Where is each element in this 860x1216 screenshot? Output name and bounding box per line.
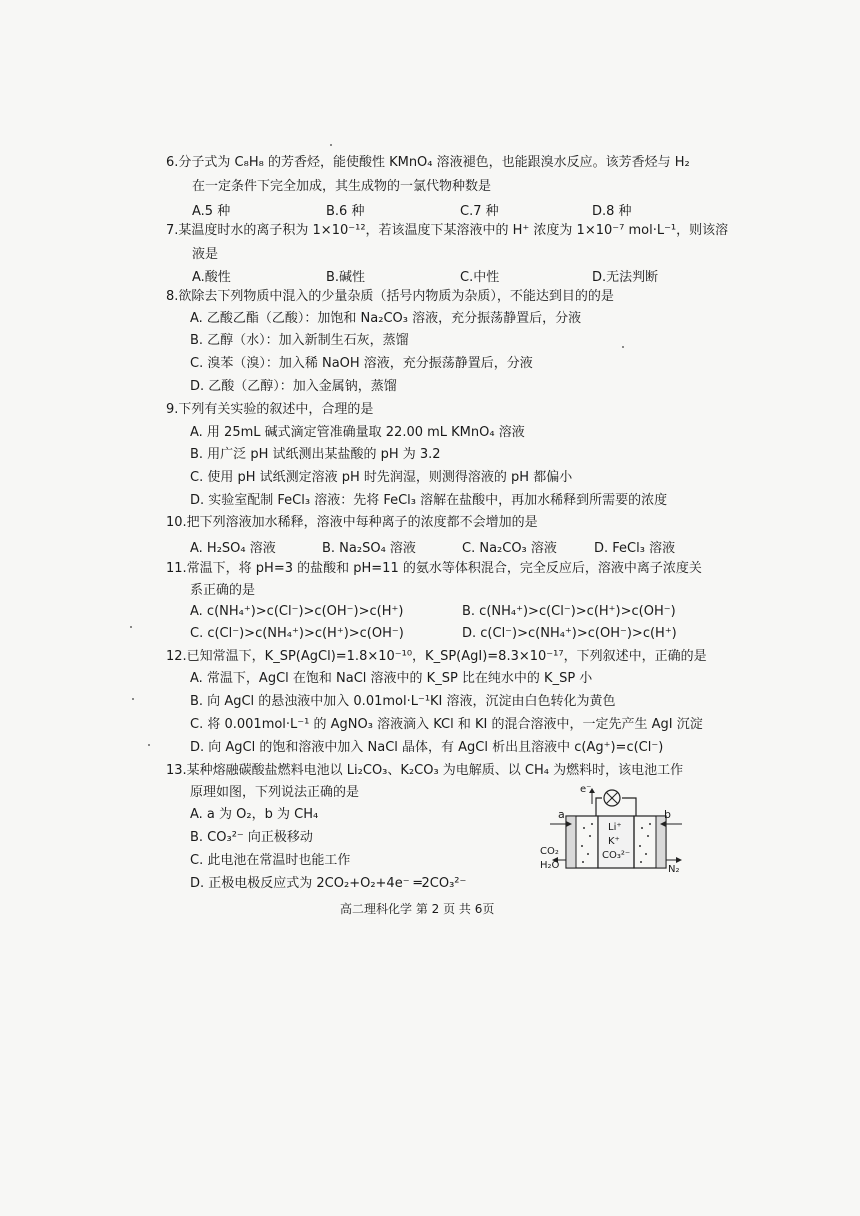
option-b: B. 向 AgCl 的悬浊液中加入 0.01mol·L⁻¹KI 溶液，沉淀由白色转化为黄色 bbox=[190, 694, 616, 709]
option-a: A. 用 25mL 碱式滴定管准确量取 22.00 mL KMnO₄ 溶液 bbox=[190, 425, 525, 440]
option-a: A. c(NH₄⁺)>c(Cl⁻)>c(OH⁻)>c(H⁺) bbox=[190, 604, 404, 619]
option-b: B. 乙醇（水）：加入新制生石灰，蒸馏 bbox=[190, 333, 409, 348]
option-c: C. c(Cl⁻)>c(NH₄⁺)>c(H⁺)>c(OH⁻) bbox=[190, 626, 404, 641]
option-a: A. 乙酸乙酯（乙酸）：加饱和 Na₂CO₃ 溶液，充分振荡静置后，分液 bbox=[190, 311, 582, 326]
question-6 bbox=[166, 154, 726, 196]
ion-k-label: K⁺ bbox=[608, 836, 620, 847]
option-b: B. CO₃²⁻ 向正极移动 bbox=[190, 830, 313, 845]
option-c: C. 溴苯（溴）：加入稀 NaOH 溶液，充分振荡静置后，分液 bbox=[190, 356, 533, 371]
option-d: D. FeCl₃ 溶液 bbox=[594, 541, 676, 556]
scan-speck bbox=[130, 626, 132, 628]
option-c: C.7 种 bbox=[460, 204, 499, 219]
option-d: D. c(Cl⁻)>c(NH₄⁺)>c(OH⁻)>c(H⁺) bbox=[462, 626, 677, 641]
option-a: A. 常温下，AgCl 在饱和 NaCl 溶液中的 K_SP 比在纯水中的 K_SP 小 bbox=[190, 671, 593, 686]
question-stem-cont: 液是 bbox=[192, 247, 219, 262]
option-b: B. 用广泛 pH 试纸测出某盐酸的 pH 为 3.2 bbox=[190, 447, 441, 462]
option-a: A. H₂SO₄ 溶液 bbox=[190, 541, 276, 556]
option-d: D. 实验室配制 FeCl₃ 溶液：先将 FeCl₃ 溶解在盐酸中，再加水稀释到所需要的浓度 bbox=[190, 493, 668, 508]
question-9-stem: 9.下列有关实验的叙述中，合理的是 bbox=[166, 402, 374, 417]
option-b: B.6 种 bbox=[326, 204, 365, 219]
ion-co3-label: CO₃²⁻ bbox=[602, 850, 631, 861]
scan-speck bbox=[132, 698, 134, 700]
question-stem: 7.某温度时水的离子积为 1×10⁻¹²，若该温度下某溶液中的 H⁺ 浓度为 1×10⁻⁷ mol·L⁻¹，则该溶 bbox=[166, 223, 729, 238]
question-8-stem: 8.欲除去下列物质中混入的少量杂质（括号内物质为杂质），不能达到目的的是 bbox=[166, 289, 614, 304]
option-a: A.5 种 bbox=[192, 204, 231, 219]
question-11-stem: 11.常温下，将 pH=3 的盐酸和 pH=11 的氨水等体积混合，完全反应后，溶液中离子浓度关 bbox=[166, 561, 702, 576]
option-c: C. 将 0.001mol·L⁻¹ 的 AgNO₃ 溶液滴入 KCl 和 KI 的混合溶液中，一定先产生 AgI 沉淀 bbox=[190, 717, 703, 732]
question-12-stem: 12.已知常温下，K_SP(AgCl)=1.8×10⁻¹⁰，K_SP(AgI)=8.3×10⁻¹⁷，下列叙述中，正确的是 bbox=[166, 649, 707, 664]
scan-speck bbox=[330, 144, 332, 146]
question-7 bbox=[166, 222, 729, 264]
inlet-a-label: a bbox=[558, 808, 565, 821]
outlet-n2-label: N₂ bbox=[668, 864, 680, 875]
scan-speck bbox=[148, 744, 150, 746]
option-a: A. a 为 O₂，b 为 CH₄ bbox=[190, 807, 319, 822]
option-b: B.碱性 bbox=[326, 270, 366, 285]
option-a: A.酸性 bbox=[192, 270, 231, 285]
outlet-h2o-label: H₂O bbox=[540, 860, 560, 871]
question-10-stem: 10.把下列溶液加水稀释，溶液中每种离子的浓度都不会增加的是 bbox=[166, 515, 538, 530]
option-c: C.中性 bbox=[460, 270, 500, 285]
question-13-stem: 13.某种熔融碳酸盐燃料电池以 Li₂CO₃、K₂CO₃ 为电解质、以 CH₄ 为燃料时，该电池工作 bbox=[166, 763, 684, 778]
question-11-stem-cont: 系正确的是 bbox=[190, 583, 256, 598]
option-d: D. 向 AgCl 的饱和溶液中加入 NaCl 晶体，有 AgCl 析出且溶液中 c(Ag⁺)=c(Cl⁻) bbox=[190, 740, 664, 755]
question-stem-cont: 在一定条件下完全加成，其生成物的一氯代物种数是 bbox=[192, 179, 492, 194]
option-c: C. 使用 pH 试纸测定溶液 pH 时先润湿，则测得溶液的 pH 都偏小 bbox=[190, 470, 573, 485]
option-d: D.8 种 bbox=[592, 204, 632, 219]
option-d: D. 乙酸（乙醇）：加入金属钠，蒸馏 bbox=[190, 379, 397, 394]
option-d: D.无法判断 bbox=[592, 270, 659, 285]
option-b: B. c(NH₄⁺)>c(Cl⁻)>c(H⁺)>c(OH⁻) bbox=[462, 604, 676, 619]
option-d: D. 正极电极反应式为 2CO₂+O₂+4e⁻ ═2CO₃²⁻ bbox=[190, 876, 467, 891]
option-c: C. Na₂CO₃ 溶液 bbox=[462, 541, 557, 556]
question-stem: 6.分子式为 C₈H₈ 的芳香烃，能使酸性 KMnO₄ 溶液褪色，也能跟溴水反应。该芳香烃与 H₂ bbox=[166, 155, 690, 170]
scan-speck bbox=[622, 346, 624, 348]
ion-li-label: Li⁺ bbox=[608, 822, 622, 833]
inlet-b-label: b bbox=[664, 808, 671, 821]
option-c: C. 此电池在常温时也能工作 bbox=[190, 853, 351, 868]
option-b: B. Na₂SO₄ 溶液 bbox=[322, 541, 416, 556]
page-footer: 高二理科化学 第 2 页 共 6页 bbox=[340, 902, 495, 916]
question-13-stem-cont: 原理如图，下列说法正确的是 bbox=[190, 785, 360, 800]
electron-label: e⁻ bbox=[580, 784, 592, 795]
fuel-cell-diagram bbox=[536, 784, 686, 884]
outlet-co2-label: CO₂ bbox=[540, 846, 559, 857]
